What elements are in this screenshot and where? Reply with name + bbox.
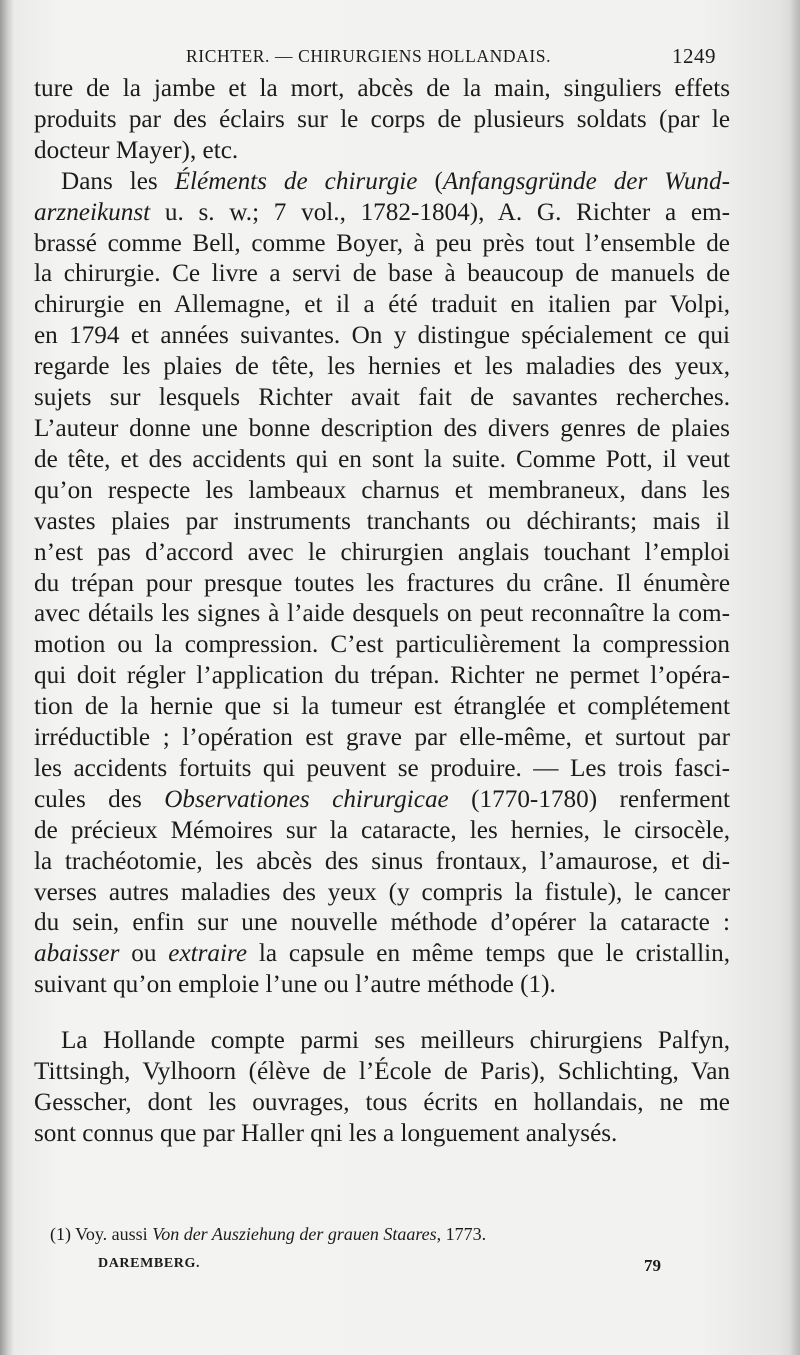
text-line: Tittsingh, Vylhoorn (élève de l’École de Paris), Schlichting, Van xyxy=(34,1058,730,1086)
emphasis-italic: extraire xyxy=(168,940,248,968)
book-title-italic: Anfangsgründe der Wund- xyxy=(442,167,730,195)
text-line: brassé comme Bell, comme Boyer, à peu près tout l’ensemble de xyxy=(34,229,730,257)
page-edge-shadow xyxy=(790,0,800,1355)
text-line: de tête, et des accidents qui en sont la suite. Comme Pott, il veut xyxy=(34,445,730,473)
text-line: arzneikunst u. s. w.; 7 vol., 1782-1804), A. G. Richter a em- xyxy=(34,198,730,226)
text-line: L’auteur donne une bonne description des divers genres de plaies xyxy=(34,414,730,442)
text-line: ture de la jambe et la mort, abcès de la main, singuliers effets xyxy=(34,75,730,102)
text-line: cules des Observationes chirurgicae (1770-1780) renferment xyxy=(34,785,730,813)
paragraph-gap xyxy=(34,1001,730,1026)
text-line: docteur Mayer), etc. xyxy=(34,136,239,164)
text-line: les accidents fortuits qui peuvent se produire. — Les trois fasci- xyxy=(34,754,730,782)
text-line: suivant qu’on emploie l’une ou l’autre méthode (1). xyxy=(34,971,556,999)
footnote: (1) Voy. aussi Von der Ausziehung der grauen Staares, 1773. xyxy=(50,1224,487,1244)
text-line: La Hollande compte parmi ses meilleurs chirurgiens Palfyn, xyxy=(61,1027,730,1055)
text-line: du trépan pour presque toutes les fractures du crâne. Il énumère xyxy=(34,569,730,597)
text-line: chirurgie en Allemagne, et il a été traduit en italien par Volpi, xyxy=(34,291,730,319)
page-number: 1249 xyxy=(672,44,716,68)
emphasis-italic: abaisser xyxy=(34,940,120,968)
printer-signature: DAREMBERG. xyxy=(98,1256,201,1271)
book-title-italic: arzneikunst xyxy=(34,198,151,226)
book-title-italic: Éléments de chirurgie xyxy=(174,167,418,195)
text-line: vastes plaies par instruments tranchants ou déchirants; mais il xyxy=(34,507,730,535)
signature-number: 79 xyxy=(644,1256,661,1275)
text-line: produits par des éclairs sur le corps de plusieurs soldats (par le xyxy=(34,105,730,133)
text-line: qu’on respecte les lambeaux charnus et membraneux, dans les xyxy=(34,476,730,504)
footnote-title-italic: Von der Ausziehung der grauen Staares xyxy=(152,1224,437,1244)
text-line: n’est pas d’accord avec le chirurgien anglais touchant l’emploi xyxy=(34,538,730,566)
text-line: avec détails les signes à l’aide desquels on peut reconnaître la com- xyxy=(34,600,730,628)
text-line: verses autres maladies des yeux (y compris la fistule), le cancer xyxy=(34,878,730,906)
text-line: Gesscher, dont les ouvrages, tous écrits en hollandais, ne me xyxy=(34,1089,730,1116)
text-line: motion ou la compression. C’est particulièrement la compression xyxy=(34,631,730,659)
footnote-marker: (1) xyxy=(50,1224,71,1244)
text-line: tion de la hernie que si la tumeur est étranglée et complétement xyxy=(34,693,730,721)
text-line: la trachéotomie, les abcès des sinus frontaux, l’amaurose, et di- xyxy=(34,847,730,875)
text-line: sujets sur lesquels Richter avait fait de savantes recherches. xyxy=(34,384,730,412)
main-text xyxy=(34,74,730,1150)
text-line: sont connus que par Haller qni les a longuement analysés. xyxy=(34,1119,618,1147)
text-line: de précieux Mémoires sur la cataracte, les hernies, le cirsocèle, xyxy=(34,816,730,844)
text-line: irréductible ; l’opération est grave par elle-même, et surtout par xyxy=(34,724,730,752)
text-line: en 1794 et années suivantes. On y distingue spécialement ce qui xyxy=(34,322,730,350)
text-line: abaisser ou extraire la capsule en même temps que le cristallin, xyxy=(34,940,731,968)
page-gutter-shadow xyxy=(0,0,14,1355)
book-title-italic: Observationes chirurgicae xyxy=(164,785,449,813)
text-line: Dans les Éléments de chirurgie (Anfangsgründe der Wund- xyxy=(61,167,730,195)
text-line: du sein, enfin sur une nouvelle méthode d’opérer la cataracte : xyxy=(34,909,730,937)
running-head: RICHTER. — CHIRURGIENS HOLLANDAIS. xyxy=(186,46,552,66)
text-line: qui doit régler l’application du trépan. Richter ne permet l’opéra- xyxy=(34,662,730,690)
text-line: regarde les plaies de tête, les hernies et les maladies des yeux, xyxy=(34,353,730,381)
text-line: la chirurgie. Ce livre a servi de base à beaucoup de manuels de xyxy=(34,260,730,288)
